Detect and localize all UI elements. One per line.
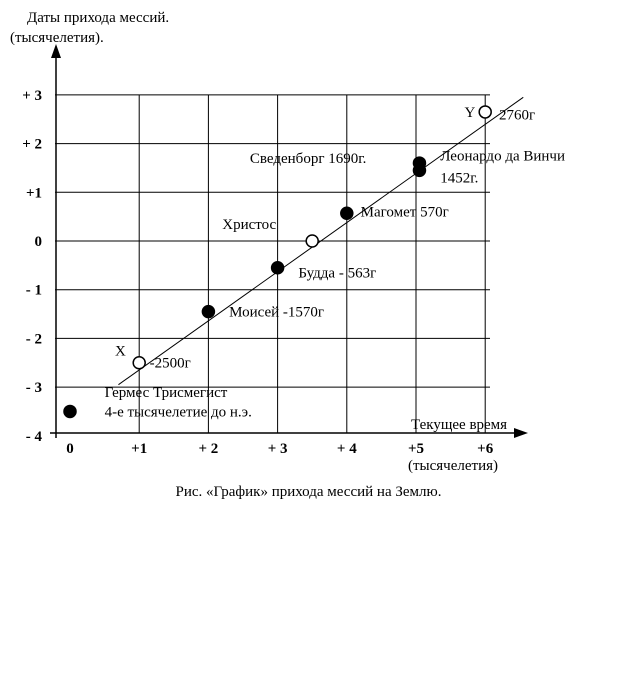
y-tick-label: - 2 bbox=[25, 331, 42, 348]
annotation-label: Сведенборг 1690г. bbox=[249, 151, 367, 168]
annotation-label: Христос bbox=[222, 216, 277, 233]
annotation-label: Леонардо да Винчи bbox=[440, 148, 566, 165]
y-tick-label: - 1 bbox=[25, 282, 42, 299]
annotations bbox=[105, 105, 565, 421]
annotation-label: Гермес Трисмегист bbox=[104, 384, 228, 401]
x-tick-label: + 2 bbox=[198, 441, 219, 457]
annotation-label: 1452г. bbox=[440, 170, 479, 187]
x-tick-label: + 3 bbox=[267, 441, 288, 457]
annotation-label: X bbox=[114, 343, 126, 360]
annotation-label: -2500г bbox=[149, 355, 191, 372]
y-tick-label: + 2 bbox=[22, 136, 42, 153]
annotation-label: 2760г bbox=[499, 107, 536, 124]
data-point-filled bbox=[202, 306, 214, 318]
y-tick-labels bbox=[22, 88, 42, 445]
data-point-filled bbox=[413, 164, 425, 176]
annotation-label: Магомет 570г bbox=[360, 204, 449, 221]
y-tick-label: + 3 bbox=[22, 87, 42, 104]
x-tick-label: + 4 bbox=[336, 441, 357, 457]
x-axis-label-unit: (тысячелетия) bbox=[408, 458, 499, 474]
data-point-filled bbox=[272, 262, 284, 274]
y-tick-label: - 4 bbox=[25, 428, 42, 445]
x-tick-labels bbox=[66, 441, 493, 457]
y-axis-label: Даты прихода мессий. bbox=[27, 10, 170, 26]
annotation-label: Y bbox=[464, 104, 476, 121]
data-point-hollow bbox=[133, 357, 145, 369]
y-axis-arrow bbox=[51, 44, 61, 58]
y-axis-label-unit: (тысячелетия). bbox=[10, 30, 104, 46]
x-tick-label: +5 bbox=[407, 441, 425, 457]
x-axis-label: Текущее время bbox=[411, 417, 508, 433]
data-point-filled bbox=[64, 405, 76, 417]
annotation-label: Будда - 563г bbox=[298, 265, 377, 282]
figure-caption: Рис. «График» прихода мессий на Землю. bbox=[175, 484, 442, 500]
y-tick-label: 0 bbox=[34, 234, 42, 250]
x-tick-label: +6 bbox=[477, 441, 494, 457]
x-axis-arrow bbox=[514, 428, 528, 438]
data-point-hollow bbox=[479, 106, 491, 118]
y-tick-label: - 3 bbox=[25, 380, 42, 397]
data-point-filled bbox=[341, 207, 353, 219]
data-point-hollow bbox=[306, 235, 318, 247]
x-tick-label: 0 bbox=[66, 441, 74, 457]
x-tick-label: +1 bbox=[131, 441, 148, 457]
y-tick-label: +1 bbox=[25, 185, 42, 202]
annotation-label: Моисей -1570г bbox=[229, 304, 325, 321]
annotation-label: 4-е тысячелетие до н.э. bbox=[104, 404, 252, 421]
